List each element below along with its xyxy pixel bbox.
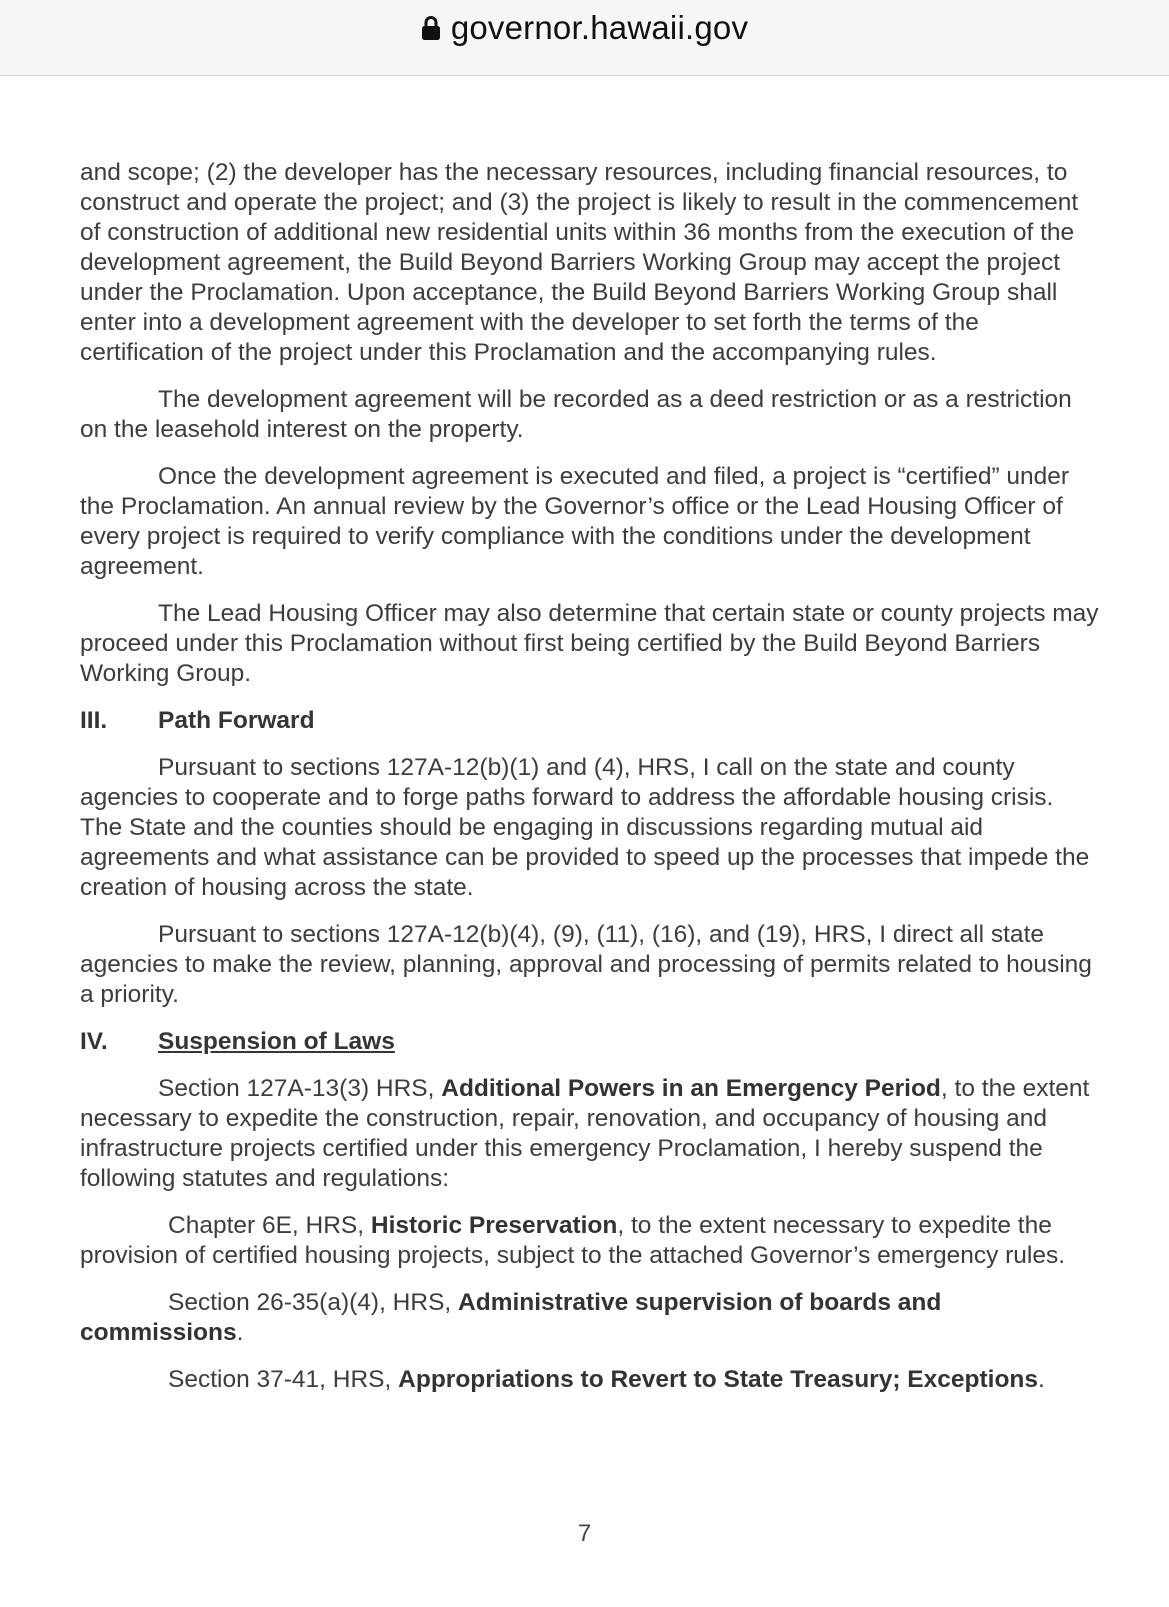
section-heading-suspension-of-laws: [80, 1027, 1100, 1057]
text-run: Section 26-35(a)(4), HRS,: [168, 1289, 459, 1316]
paragraph-deed-restriction: The development agreement will be recorded as a deed restriction or as a restriction on the leasehold interest on the property.: [80, 386, 1072, 443]
section-heading-path-forward: [80, 706, 1100, 736]
section-number: IV.: [80, 1028, 108, 1055]
document-page: [80, 158, 1100, 1412]
text-run: Section 127A-13(3) HRS,: [158, 1075, 442, 1102]
address-field[interactable]: [421, 9, 748, 47]
paragraph-section-26-35: [80, 1288, 1100, 1348]
page-number: 7: [577, 1520, 592, 1547]
paragraph-chapter-6e: [80, 1211, 1100, 1271]
text-run: Section 37-41, HRS,: [168, 1366, 399, 1393]
text-run: .: [1038, 1366, 1045, 1393]
paragraph-cooperate: Pursuant to sections 127A-12(b)(1) and (4), HRS, I call on the state and county agencies to cooperate and to forge paths forward to address the affordable housing crisis. The State and the counties should be engaging in discussions regarding mutual aid agreements and what assistance can be provided to speed up the processes that impede the creation of housing across the state.: [80, 754, 1090, 901]
section-title: Path Forward: [158, 707, 315, 734]
paragraph-direct-agencies: Pursuant to sections 127A-12(b)(4), (9), (11), (16), and (19), HRS, I direct all state agencies to make the review, planning, approval and processing of permits related to housing a priority.: [80, 921, 1092, 1008]
url-text: governor.hawaii.gov: [450, 8, 749, 46]
section-number: III.: [80, 707, 108, 734]
text-run: , to the extent necessary to expedite the provision of certified housing projects, subject to the attached Governor’s emergency rules.: [80, 1212, 1066, 1269]
paragraph-lead-housing-officer: The Lead Housing Officer may also determine that certain state or county projects may proceed under this Proclamation without first being certified by the Build Beyond Barriers Working Group.: [80, 600, 1099, 687]
paragraph-section-37-41: [80, 1365, 1100, 1395]
text-run: Chapter 6E, HRS,: [168, 1212, 371, 1239]
paragraph-certified: Once the development agreement is executed and filed, a project is “certified” under the Proclamation. An annual review by the Governor’s office or the Lead Housing Officer of every project is required to verify compliance with the conditions under the development agreement.: [80, 463, 1070, 580]
bold-title: Historic Preservation: [370, 1212, 618, 1239]
bold-title: Administrative supervision of boards and commissions: [80, 1289, 942, 1346]
paragraph-scope: and scope; (2) the developer has the necessary resources, including financial resources, to construct and operate the project; and (3) the project is likely to result in the commencement of construction of additional new residential units within 36 months from the execution of the development agreement, the Build Beyond Barriers Working Group may accept the project under the Proclamation. Upon acceptance, the Build Beyond Barriers Working Group shall enter into a development agreement with the developer to set forth the terms of the certification of the project under this Proclamation and the accompanying rules.: [80, 159, 1079, 366]
section-title: Suspension of Laws: [158, 1028, 395, 1055]
paragraph-section-127a-13: [80, 1074, 1100, 1194]
browser-url-bar: [0, 0, 1169, 76]
text-run: .: [236, 1319, 244, 1346]
bold-title: Additional Powers in an Emergency Period: [441, 1075, 941, 1102]
text-run: , to the extent necessary to expedite the construction, repair, renovation, and occupancy of housing and infrastructure projects certified under this emergency Proclamation, I hereby suspend the following statutes and regulations:: [80, 1075, 1090, 1192]
lock-icon: [421, 15, 441, 41]
bold-title: Appropriations to Revert to State Treasury; Exceptions: [398, 1366, 1039, 1393]
